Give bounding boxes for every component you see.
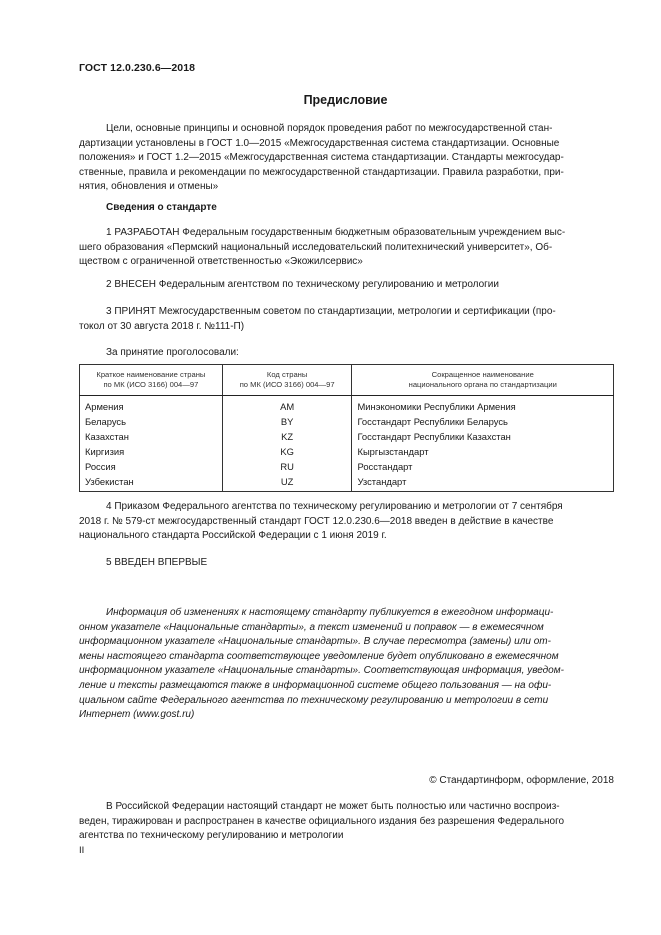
table-row bbox=[80, 396, 614, 415]
body-cell: Узстандарт bbox=[352, 474, 614, 492]
code-cell: AM bbox=[222, 396, 352, 415]
intro-line: Цели, основные принципы и основной порядок проведения работ по межгосударственной стан- bbox=[106, 123, 553, 134]
vote-label: За принятие проголосовали: bbox=[106, 347, 239, 358]
item-3-line: 3 ПРИНЯТ Межгосударственным советом по стандартизации, метрологии и сертификации (про- bbox=[106, 306, 556, 317]
vote-table-header-row bbox=[80, 365, 614, 396]
item-1-line: шего образования «Пермский национальный исследовательский политехнический университет», Об- bbox=[79, 241, 553, 253]
item-3-adopted bbox=[79, 305, 614, 334]
country-cell: Казахстан bbox=[80, 429, 223, 444]
code-cell: KZ bbox=[222, 429, 352, 444]
reproduction-notice bbox=[79, 800, 614, 844]
item-1-developed bbox=[79, 226, 614, 270]
intro-line: ственные, правила и рекомендации по межгосударственной стандартизации. Правила разработки, при- bbox=[79, 166, 564, 178]
intro-line: дартизации установлены в ГОСТ 1.0—2015 «Межгосударственная система стандартизации. Основные bbox=[79, 137, 560, 149]
item-2-submitted: 2 ВНЕСЕН Федеральным агентством по техническому регулированию и метрологии bbox=[106, 279, 499, 290]
code-cell: UZ bbox=[222, 474, 352, 492]
page-title: Предисловие bbox=[303, 93, 388, 107]
standard-info-heading: Сведения о стандарте bbox=[106, 202, 217, 213]
item-1-line: ществом с ограниченной ответственностью «Экожилсервис» bbox=[79, 256, 363, 268]
notice-line: информационном указателе «Национальные стандарты». В случае пересмотра (замены) или от- bbox=[79, 636, 551, 648]
table-row bbox=[80, 429, 614, 444]
column-header-country: Краткое наименование страны по МК (ИСО 3166) 004—97 bbox=[80, 365, 223, 396]
notice-line: ление и тексты размещаются также в информационной системе общего пользования — на офи- bbox=[79, 679, 552, 691]
standard-code-header: ГОСТ 12.0.230.6—2018 bbox=[79, 62, 196, 74]
table-row bbox=[80, 414, 614, 429]
page-number: II bbox=[79, 845, 85, 856]
table-row bbox=[80, 444, 614, 459]
intro-line: положения» и ГОСТ 1.2—2015 «Межгосударственная система стандартизации. Стандарты межгосудар- bbox=[79, 152, 564, 164]
country-cell: Армения bbox=[80, 396, 223, 415]
body-cell: Госстандарт Республики Казахстан bbox=[352, 429, 614, 444]
body-cell: Кыргызстандарт bbox=[352, 444, 614, 459]
notice-line: информационном указателе «Национальные стандарты». Соответствующая информация, уведом- bbox=[79, 665, 564, 677]
reproduction-line: В Российской Федерации настоящий стандарт не может быть полностью или частично воспроиз- bbox=[106, 801, 560, 812]
table-row bbox=[80, 459, 614, 474]
item-4-line: 2018 г. № 579-ст межгосударственный стандарт ГОСТ 12.0.230.6—2018 введен в действие в качестве bbox=[79, 515, 554, 527]
notice-line: циальном сайте Федерального агентства по техническому регулированию и метрологии в сети bbox=[79, 694, 549, 706]
body-cell: Минэкономики Республики Армения bbox=[352, 396, 614, 415]
item-5-first-introduced: 5 ВВЕДЕН ВПЕРВЫЕ bbox=[106, 557, 208, 568]
column-header-body: Сокращенное наименование национального органа по стандартизации bbox=[352, 365, 614, 396]
reproduction-line: веден, тиражирован и распространен в качестве официального издания без разрешения Федерального bbox=[79, 815, 565, 827]
code-cell: RU bbox=[222, 459, 352, 474]
changes-notice bbox=[79, 606, 614, 723]
copyright-notice: © Стандартинформ, оформление, 2018 bbox=[429, 775, 614, 786]
country-cell: Узбекистан bbox=[80, 474, 223, 492]
notice-line: мены настоящего стандарта соответствующее уведомление будет опубликовано в ежемесячном bbox=[79, 650, 559, 662]
item-3-line: токол от 30 августа 2018 г. №111-П) bbox=[79, 320, 245, 332]
country-cell: Киргизия bbox=[80, 444, 223, 459]
code-cell: KG bbox=[222, 444, 352, 459]
country-cell: Россия bbox=[80, 459, 223, 474]
vote-table bbox=[79, 364, 614, 492]
body-cell: Госстандарт Республики Беларусь bbox=[352, 414, 614, 429]
intro-paragraph bbox=[79, 122, 614, 195]
code-cell: BY bbox=[222, 414, 352, 429]
item-4-order bbox=[79, 500, 614, 544]
reproduction-line: агентства по техническому регулированию и метрологии bbox=[79, 830, 344, 842]
item-4-line: национального стандарта Российской Федерации с 1 июня 2019 г. bbox=[79, 530, 387, 542]
notice-line: Информация об изменениях к настоящему стандарту публикуется в ежегодном информаци- bbox=[106, 607, 554, 618]
intro-line: нятия, обновления и отмены» bbox=[79, 181, 219, 193]
item-1-line: 1 РАЗРАБОТАН Федеральным государственным бюджетным образовательным учреждением выс- bbox=[106, 227, 566, 238]
item-4-line: 4 Приказом Федерального агентства по техническому регулированию и метрологии от 7 сентября bbox=[106, 501, 563, 512]
notice-line: онном указателе «Национальные стандарты», а текст изменений и поправок — в ежемесячном bbox=[79, 621, 544, 633]
table-row bbox=[80, 474, 614, 492]
body-cell: Росстандарт bbox=[352, 459, 614, 474]
column-header-code: Код страны по МК (ИСО 3166) 004—97 bbox=[222, 365, 352, 396]
notice-line: Интернет (www.gost.ru) bbox=[79, 709, 195, 721]
country-cell: Беларусь bbox=[80, 414, 223, 429]
